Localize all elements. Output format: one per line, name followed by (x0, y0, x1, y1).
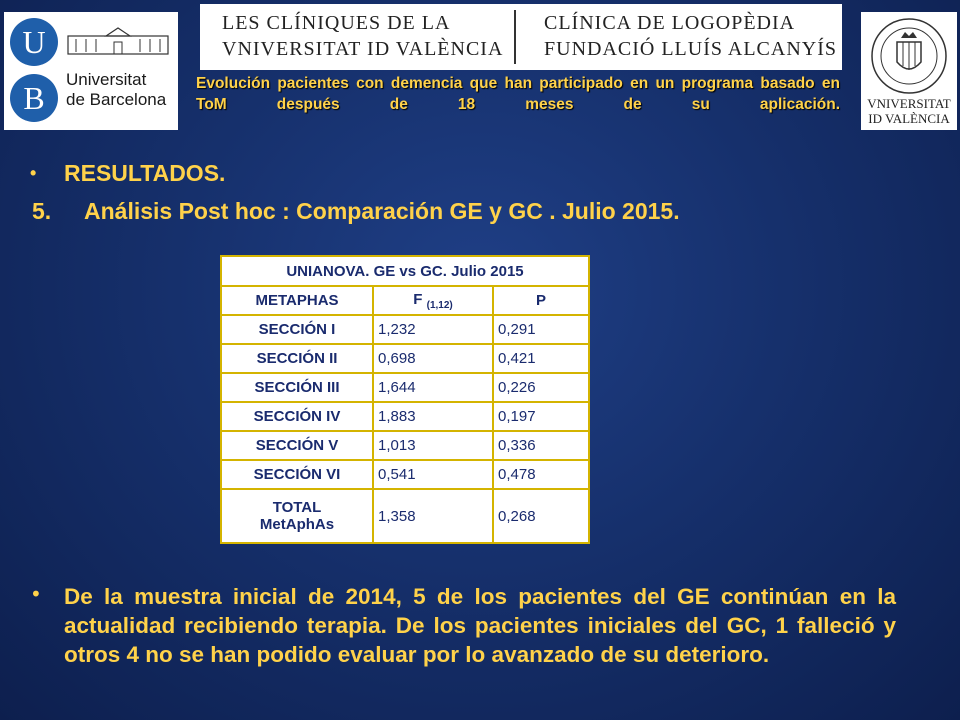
row-f-value: 1,232 (373, 315, 493, 344)
table-total-row (221, 489, 589, 543)
table-row (221, 431, 589, 460)
banner-cliniques-text: LES CLÍNIQUES DE LA VNIVERSITAT ID VALÈNCIA (222, 12, 504, 60)
row-p-value: 0,421 (493, 344, 589, 373)
table-row (221, 373, 589, 402)
row-label: SECCIÓN II (221, 344, 373, 373)
row-f-value: 1,883 (373, 402, 493, 431)
row-label: SECCIÓN I (221, 315, 373, 344)
header-metaphas: METAPHAS (221, 286, 373, 315)
universitat-barcelona-logo (4, 12, 178, 130)
clinic-header-banner (200, 4, 842, 70)
slide-subtitle: Evolución pacientes con demencia que han participado en un programa basado en ToM después de 18 meses de su aplicación. (196, 75, 840, 113)
header-f-label: F (413, 290, 423, 308)
ub-letter-b: B (10, 74, 58, 122)
row-p-value: 0,336 (493, 431, 589, 460)
row-p-value: 0,197 (493, 402, 589, 431)
uv-name-text: VNIVERSITAT ID VALÈNCIA (867, 96, 951, 126)
row-label: SECCIÓN IV (221, 402, 373, 431)
row-label: SECCIÓN VI (221, 460, 373, 489)
table-row (221, 402, 589, 431)
row-p-value: 0,291 (493, 315, 589, 344)
uv-seal-icon (867, 16, 951, 96)
row-f-value: 1,644 (373, 373, 493, 402)
banner-logopedia-text: CLÍNICA DE LOGOPÈDIA FUNDACIÓ LLUÍS ALCANYÍS (544, 12, 838, 60)
bullet-dot-icon: • (30, 582, 42, 606)
header-f-df: (1,12) (426, 299, 453, 311)
conclusion-text: De la muestra inicial de 2014, 5 de los pacientes del GE continúan en la actualidad recibiendo terapia. De los pacientes iniciales del GC, 1 falleció y otros 4 no se han podido evaluar por lo avanzado de su deterioro. (64, 584, 896, 667)
total-f-value: 1,358 (373, 489, 493, 543)
table-row (221, 460, 589, 489)
row-f-value: 0,698 (373, 344, 493, 373)
row-f-value: 0,541 (373, 460, 493, 489)
total-label-line2: MetAphAs (259, 516, 335, 533)
row-p-value: 0,226 (493, 373, 589, 402)
university-building-icon (66, 26, 170, 56)
analysis-heading-text: Análisis Post hoc : Comparación GE y GC . Julio 2015. (84, 198, 680, 224)
table-caption: UNIANOVA. GE vs GC. Julio 2015 (221, 256, 589, 286)
results-heading-text: RESULTADOS. (64, 160, 226, 186)
total-label-line1: TOTAL (272, 499, 322, 516)
row-f-value: 1,013 (373, 431, 493, 460)
heading-number: 5. (32, 198, 52, 224)
row-label: SECCIÓN III (221, 373, 373, 402)
universitat-valencia-logo (861, 12, 957, 130)
table-row (221, 315, 589, 344)
bullet-dot-icon: • (30, 163, 37, 183)
row-label: SECCIÓN V (221, 431, 373, 460)
table-row (221, 344, 589, 373)
ub-circles-icon (10, 18, 58, 124)
total-p-value: 0,268 (493, 489, 589, 543)
header-f (373, 286, 493, 315)
header-p: P (493, 286, 589, 315)
row-p-value: 0,478 (493, 460, 589, 489)
ub-letter-u: U (10, 18, 58, 66)
banner-divider (514, 10, 516, 64)
total-label (221, 489, 373, 543)
ub-name-text: Universitat de Barcelona (66, 70, 167, 109)
results-table (220, 255, 590, 544)
